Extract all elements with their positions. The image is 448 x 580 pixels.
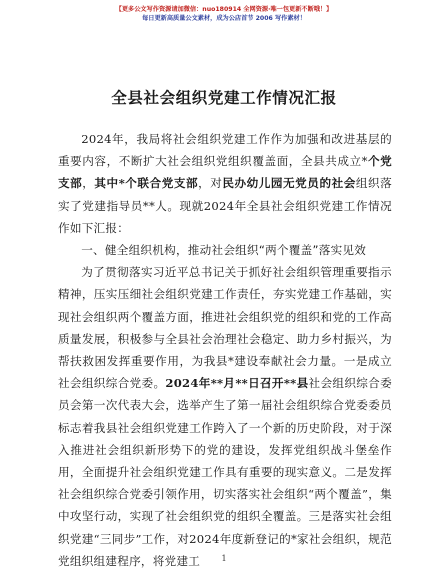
- section-text-c: 社会组织综合委员会第一次代表大会，选举产生了第一届社会组织综合党委委员标志着我县社会组织党建工作跨入了一个新的历史阶段，对于深入推进社会组织新形势下的党的建设，发挥党组织战斗堡垒作用，全面提升社会组织党建工作具有重要的现实意义。二是发挥社会组织综合党委引领作用，切实落实社会组织“两个覆盖”，集中攻坚行动，实现了社会组织党的组织全覆盖。三是落实社会组织党建“三同步”工作，对2024年度新登记的*家社会组织，规范党组织组建程序，将党建工: [58, 376, 392, 568]
- intro-bold-party-branches: 个党支部: [58, 154, 392, 191]
- section-paragraph-1: [58, 261, 392, 572]
- document-body: [58, 128, 392, 572]
- section-text-a: 为了贯彻落实习近平总书记关于抓好社会组织管理重要指示精神，压实压细社会组织党建工作责任，夯实党建工作基础，实现社会组织两个覆盖方面，推进社会组织党的组织和党的工作高质量发展，积极参与全县社会治理社会稳定、助力乡村振兴，为帮扶救困发挥重要作用，为我县*建设奉献社会力量。一是成立社会组织综合党委。: [58, 265, 392, 391]
- promo-banner-line-2: 每日更新高质量公文素材，成为公店首节 2006 写作素材！: [142, 15, 306, 22]
- intro-bold-joint-branches: 其中*个联合党支部: [94, 176, 199, 191]
- promo-banner-line-1: 【更多公文写作资源请加微信：nuo180914 全网资源·唯一包更新不断哦！】: [115, 6, 333, 13]
- document-title: 全县社会组织党建工作情况汇报: [111, 89, 337, 107]
- intro-text-d: ，对: [198, 176, 223, 191]
- intro-text-c: ，: [82, 176, 95, 191]
- intro-text-a: 2024年，我局将社会组织党建工作作为加强和改进基层的重要内容，不断扩大社会组织党组织覆盖面，全县共成立*: [58, 132, 392, 169]
- section-heading-1: 一、健全组织机构，推动社会组织“两个覆盖”落实见效: [81, 243, 367, 258]
- section-bold-date: 2024年**月**日召开**县: [165, 376, 309, 391]
- intro-bold-kindergarten: 民办幼儿园无党员的社会: [222, 176, 356, 191]
- page-number: 1: [221, 554, 227, 563]
- intro-text-e: 组织落实了党建指导员**人。现就2024年全县社会组织党建工作情况作如下汇报：: [58, 176, 392, 235]
- intro-paragraph: [58, 128, 392, 239]
